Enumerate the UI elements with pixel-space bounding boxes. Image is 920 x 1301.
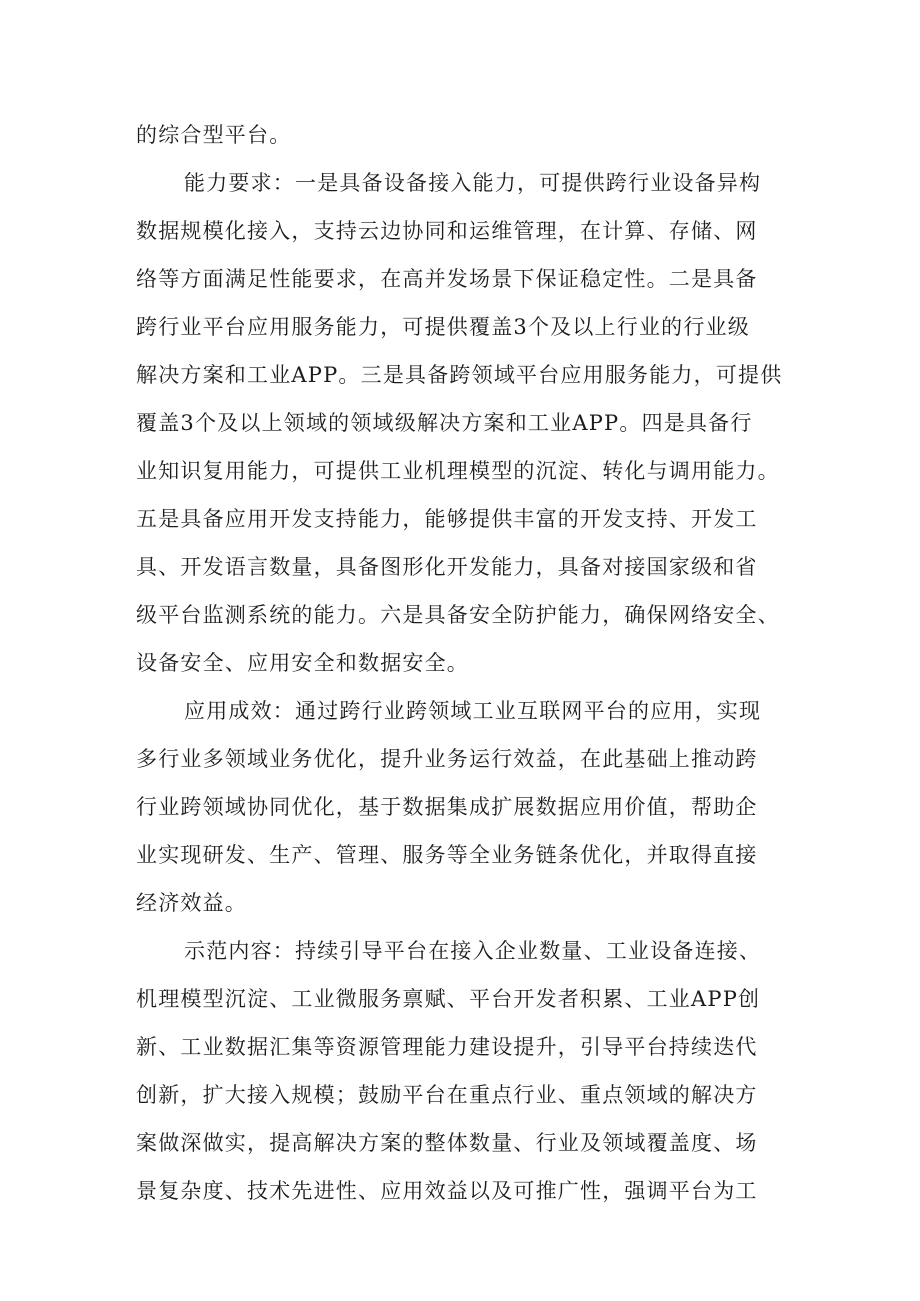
text-line: 新、工业数据汇集等资源管理能力建设提升，引导平台持续迭代 [136,1035,758,1059]
text-line: 的综合型平台。 [136,123,292,147]
text-line: 解决方案和工业APP。三是具备跨领域平台应用服务能力，可提供 [136,363,783,387]
paragraph-start-effect: 应用成效：通过跨行业跨领域工业互联网平台的应用，实现 [184,699,762,723]
text-line: 案做深做实，提高解决方案的整体数量、行业及领域覆盖度、场 [136,1131,758,1155]
text-line: 数据规模化接入，支持云边协同和运维管理，在计算、存储、网 [136,219,758,243]
text-line: 景复杂度、技术先进性、应用效益以及可推广性，强调平台为工 [136,1179,758,1203]
text-line: 行业跨领域协同优化，基于数据集成扩展数据应用价值，帮助企 [136,795,758,819]
text-line: 络等方面满足性能要求，在高并发场景下保证稳定性。二是具备 [136,267,758,291]
text-line: 业知识复用能力，可提供工业机理模型的沉淀、转化与调用能力。 [136,459,780,483]
text-line: 五是具备应用开发支持能力，能够提供丰富的开发支持、开发工 [136,507,758,531]
text-line: 跨行业平台应用服务能力，可提供覆盖3个及以上行业的行业级 [136,315,750,339]
text-line: 机理模型沉淀、工业微服务禀赋、平台开发者积累、工业APP创 [136,987,761,1011]
text-line: 业实现研发、生产、管理、服务等全业务链条优化，并取得直接 [136,843,758,867]
paragraph-start-demo-content: 示范内容：持续引导平台在接入企业数量、工业设备连接、 [184,939,762,963]
text-line: 多行业多领域业务优化，提升业务运行效益，在此基础上推动跨 [136,747,758,771]
text-line: 级平台监测系统的能力。六是具备安全防护能力，确保网络安全、 [136,603,780,627]
paragraph-start-capability: 能力要求：一是具备设备接入能力，可提供跨行业设备异构 [184,171,762,195]
text-line: 设备安全、应用安全和数据安全。 [136,651,469,675]
text-line: 具、开发语言数量，具备图形化开发能力，具备对接国家级和省 [136,555,758,579]
text-line: 创新，扩大接入规模；鼓励平台在重点行业、重点领域的解决方 [136,1083,758,1107]
text-line: 覆盖3个及以上领域的领域级解决方案和工业APP。四是具备行 [136,411,753,435]
text-line: 经济效益。 [136,891,247,915]
